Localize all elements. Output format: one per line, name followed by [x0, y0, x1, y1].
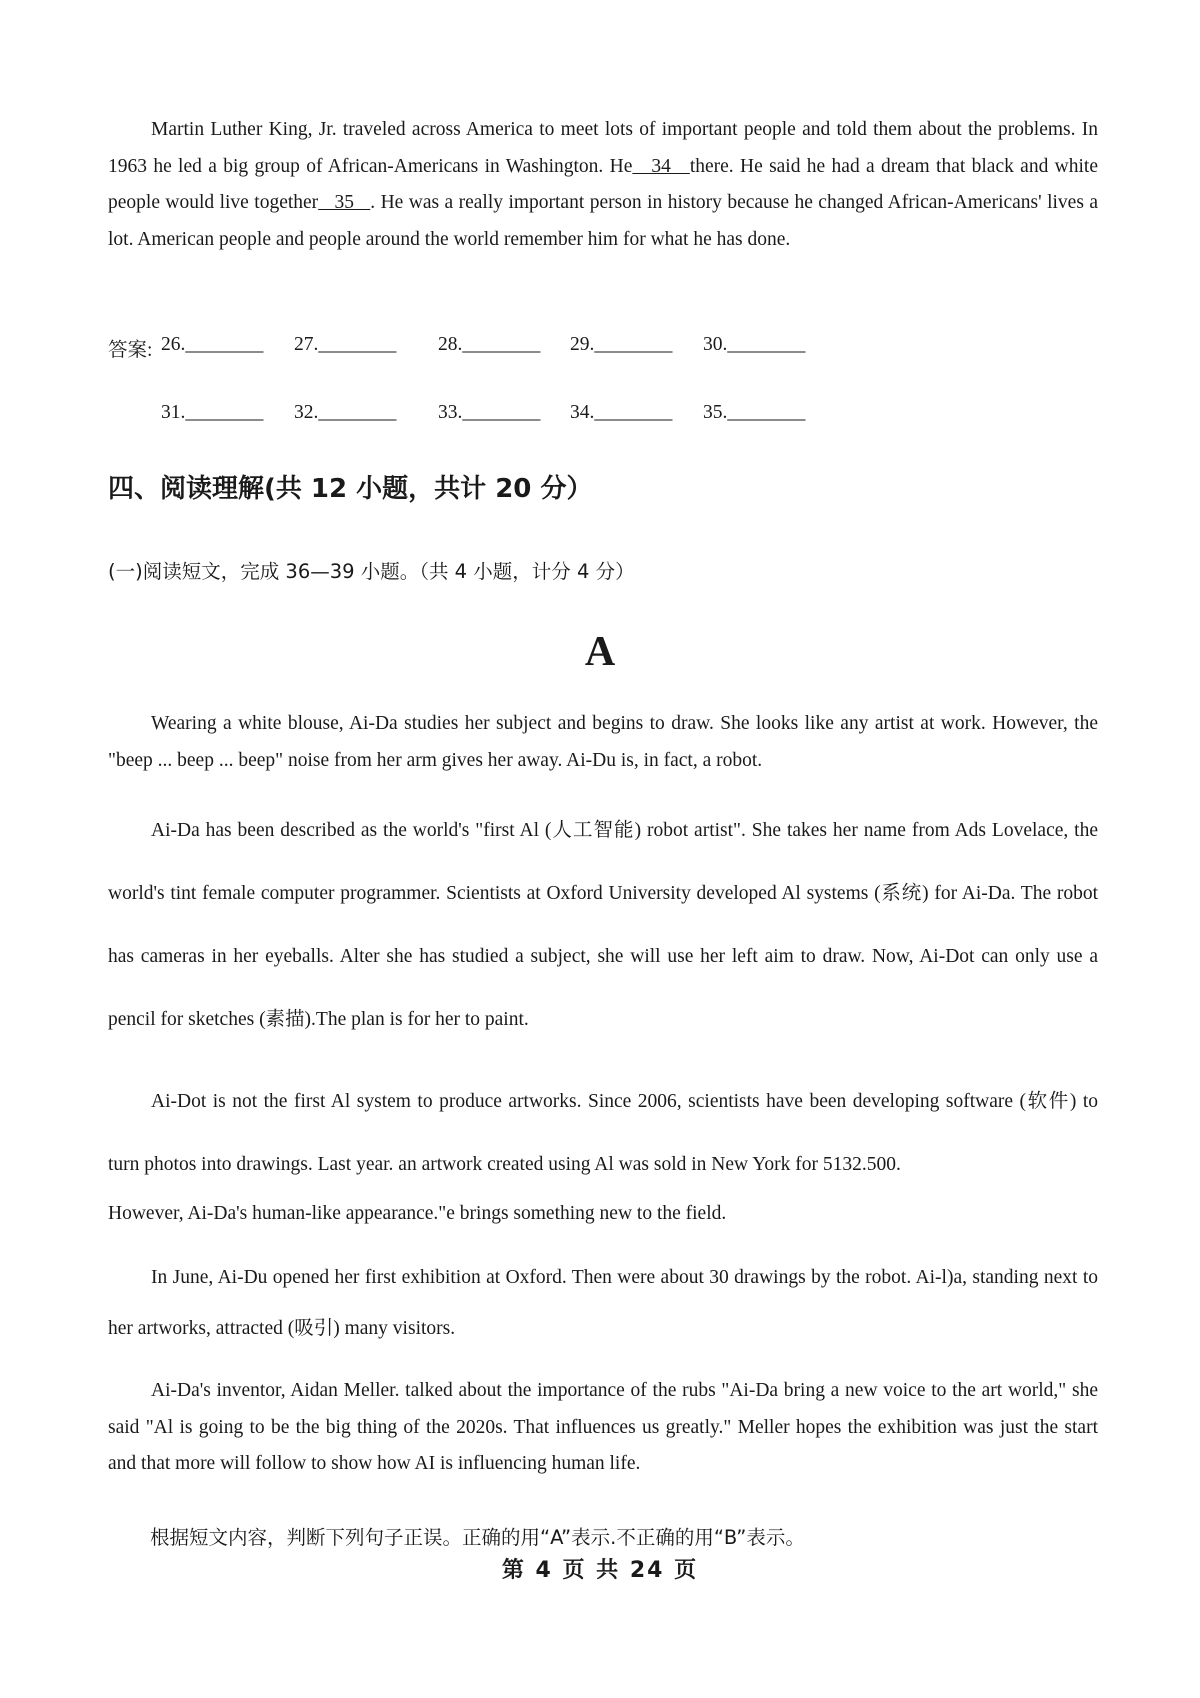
answer-blank-30[interactable]: 30.________: [703, 334, 806, 355]
mlk-text-2: there. He said he had a dream that black and white people would live together: [108, 155, 1098, 213]
answer-blank-31[interactable]: 31.________: [161, 402, 264, 423]
paragraph-3-text: Ai-Dot is not the first Al system to produce artworks. Since 2006, scientists have been developing software (软件) to turn photos into drawings. Last year. an artwork created using Al was sold in New York for 5132.500.: [108, 1091, 1098, 1175]
passage-letter: A: [584, 629, 616, 675]
answer-blank-27[interactable]: 27.________: [294, 334, 397, 355]
blank-35: 35: [318, 192, 371, 213]
blank-34: 34: [632, 155, 690, 177]
mlk-text-3: . He was a really important person in history because he changed African-Americans' lives a lot. American people and people around the world remember him for what he has done.: [108, 192, 1098, 250]
page-footer: 第 4 页 共 24 页: [501, 1558, 699, 1583]
answer-blank-32[interactable]: 32.________: [294, 402, 397, 423]
passage-a-paragraph-2: Ai-Da has been described as the world's "first Al (人工智能) robot artist". She takes her name from Ads Lovelace, the world's tint female computer programmer. Scientists at Oxford University developed Al systems (系统) for Ai-Da. The robot has cameras in her eyeballs. Alter she has studied a subject, she will use her left aim to draw. Now, Ai-Dot can only use a pencil for sketches (素描).The plan is for her to paint.: [108, 820, 1098, 1030]
answer-blank-33[interactable]: 33.________: [438, 402, 541, 423]
answer-blank-28[interactable]: 28.________: [438, 334, 541, 355]
answer-blank-35[interactable]: 35.________: [703, 402, 806, 423]
answer-blank-34[interactable]: 34.________: [570, 402, 673, 423]
passage-a-paragraph-5: Ai-Da's inventor, Aidan Meller. talked about the importance of the rubs "Ai-Da bring a new voice to the art world," she said "Al is going to be the big thing of the 2020s. That influences us greatly." Meller hopes the exhibition was just the start and that more will follow to show how AI is influencing human life.: [108, 1380, 1098, 1474]
passage-a-paragraph-1: Wearing a white blouse, Ai-Da studies her subject and begins to draw. She looks like any artist at work. However, the "beep ... beep ... beep" noise from her arm gives her away. Ai-Du is, in fact, a robot.: [108, 713, 1098, 771]
mlk-text-1: Martin Luther King, Jr. traveled across America to meet lots of important people and told them about the problems. In 1963 he led a big group of African-Americans in Washington. He: [108, 119, 1098, 177]
section-subheading: (一)阅读短文，完成 36—39 小题。（共 4 小题，计分 4 分）: [108, 560, 635, 583]
section-heading: 四、阅读理解(共 12 小题，共计 20 分）: [108, 474, 593, 504]
passage-a-paragraph-4: In June, Ai-Du opened her first exhibition at Oxford. Then were about 30 drawings by the robot. Ai-l)a, standing next to her artworks, attracted (吸引) many visitors.: [108, 1267, 1098, 1339]
answer-blank-26[interactable]: 26.________: [161, 334, 264, 355]
answer-row-2: [108, 402, 1098, 432]
passage-a-paragraph-3-cont: However, Ai-Da's human-like appearance."e brings something new to the field.: [108, 1203, 727, 1224]
answer-row-1: [108, 334, 1098, 364]
judge-instruction: 根据短文内容，判断下列句子正误。正确的用“A”表示.不正确的用“B”表示。: [150, 1526, 805, 1549]
passage-a-paragraph-3: [108, 1070, 1098, 1196]
mlk-passage: [108, 112, 1098, 258]
answer-blank-29[interactable]: 29.________: [570, 334, 673, 355]
answer-label: 答案:: [108, 340, 153, 361]
